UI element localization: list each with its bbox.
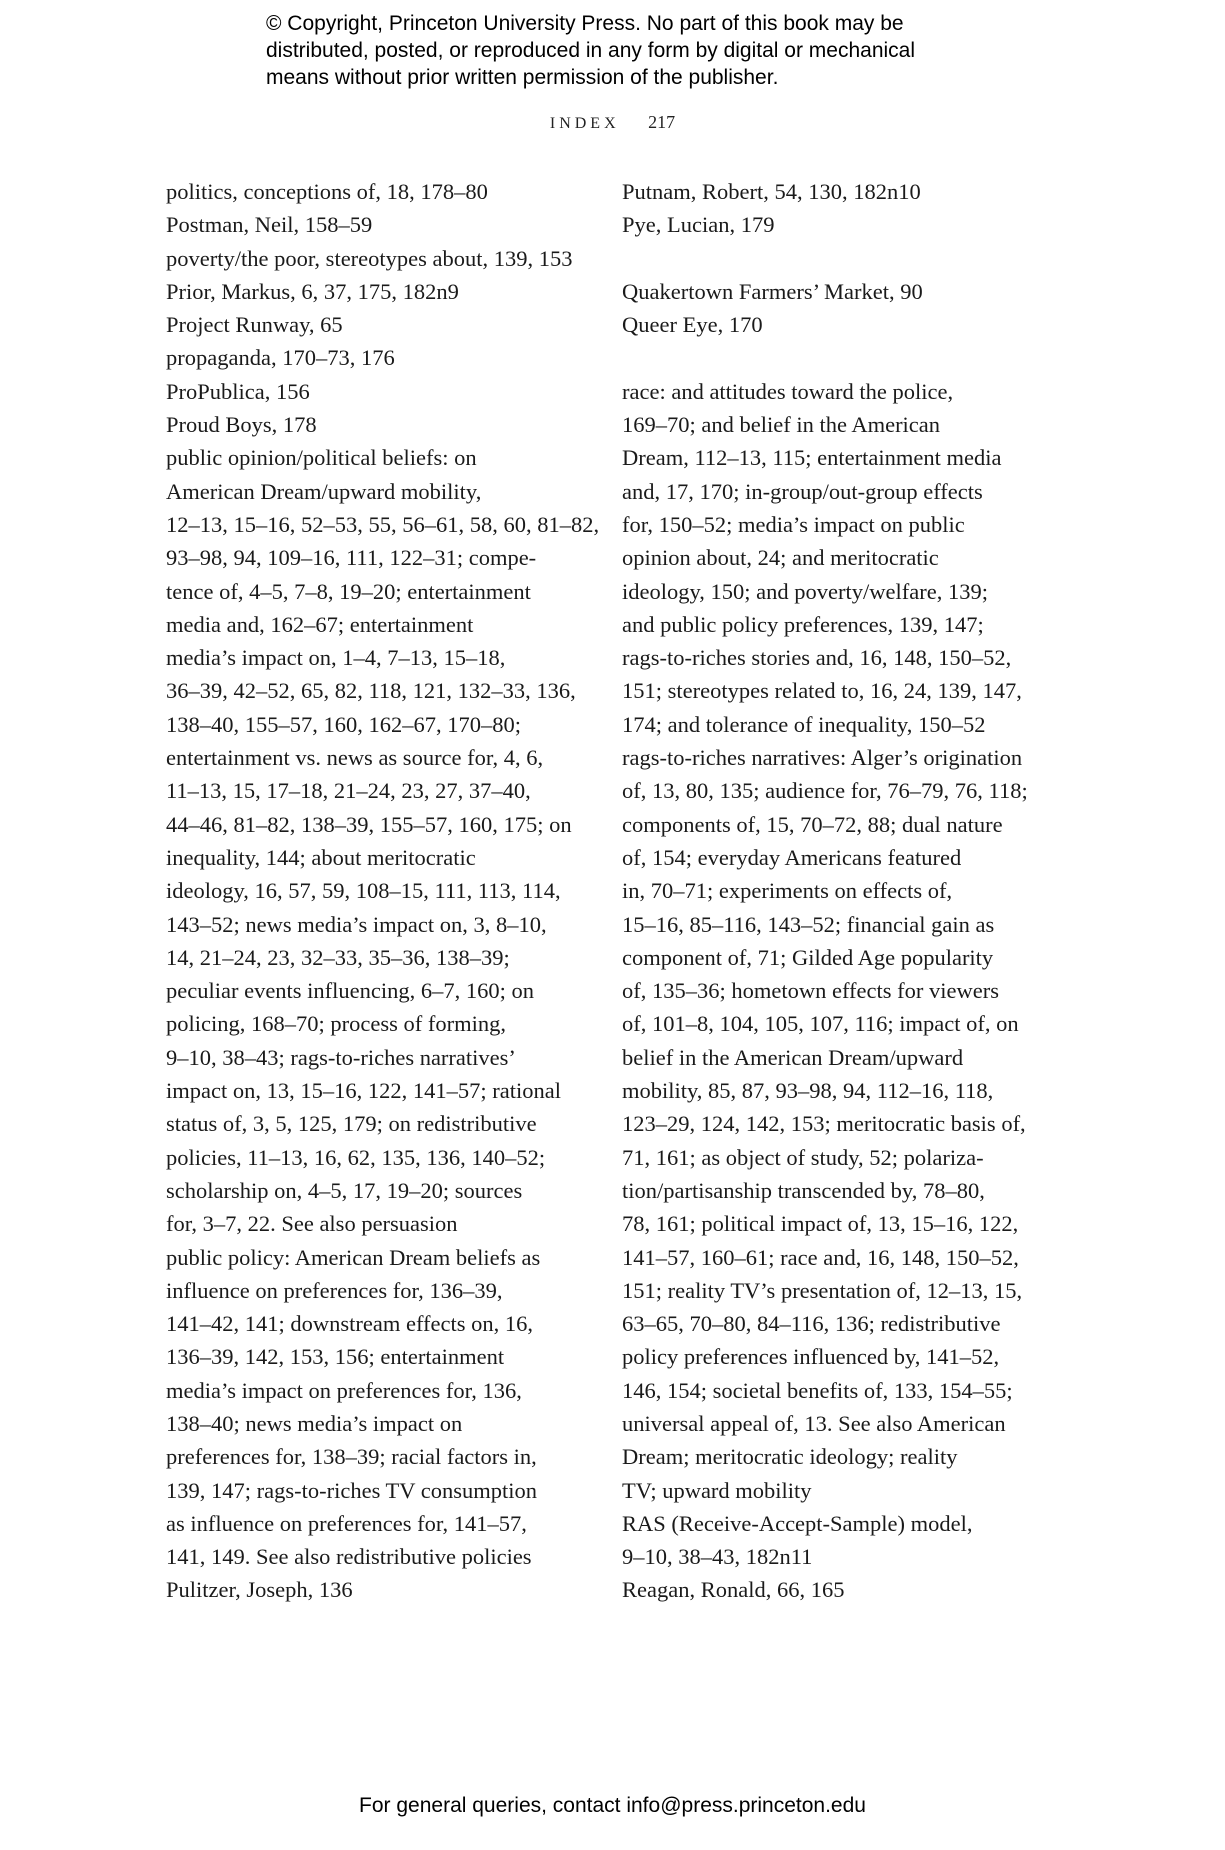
section-label: INDEX (549, 115, 620, 132)
index-line: Postman, Neil, 158–59 (166, 212, 373, 238)
index-column-right (622, 175, 1052, 1607)
index-line: 36–39, 42–52, 65, 82, 118, 121, 132–33, 136, (166, 678, 576, 704)
index-line: Proud Boys, 178 (166, 412, 317, 438)
index-entry (622, 208, 1052, 241)
index-line: 174; and tolerance of inequality, 150–52 (622, 711, 986, 737)
index-line: media’s impact on preferences for, 136, (166, 1377, 522, 1403)
index-line: public policy: American Dream beliefs as (166, 1244, 541, 1270)
index-column-left (166, 175, 600, 1607)
index-line: universal appeal of, 13. See also American (622, 1410, 1006, 1436)
index-entry (166, 308, 596, 341)
index-entry (622, 1573, 1052, 1606)
index-line: of, 13, 80, 135; audience for, 76–79, 76, 118; (622, 778, 1028, 804)
index-entry (166, 1573, 596, 1606)
index-line: influence on preferences for, 136–39, (166, 1277, 503, 1303)
index-line: opinion about, 24; and meritocratic (622, 545, 939, 571)
index-line: media’s impact on, 1–4, 7–13, 15–18, (166, 645, 506, 671)
index-line: Project Runway, 65 (166, 312, 343, 338)
index-line: 138–40, 155–57, 160, 162–67, 170–80; (166, 711, 522, 737)
index-line: policing, 168–70; process of forming, (166, 1011, 506, 1037)
index-line: 151; stereotypes related to, 16, 24, 139, 147, (622, 678, 1022, 704)
index-line: 141–57, 160–61; race and, 16, 148, 150–52, (622, 1244, 1019, 1270)
index-line: 44–46, 81–82, 138–39, 155–57, 160, 175; on (166, 811, 572, 837)
index-line: for, 150–52; media’s impact on public (622, 511, 965, 537)
index-entry (166, 242, 596, 275)
index-line: race: and attitudes toward the police, (622, 378, 954, 404)
index-line: Pulitzer, Joseph, 136 (166, 1577, 353, 1603)
index-line: of, 101–8, 104, 105, 107, 116; impact of, on (622, 1011, 1019, 1037)
index-line: components of, 15, 70–72, 88; dual nature (622, 811, 1003, 837)
index-entry (622, 741, 1052, 1507)
copyright-line: © Copyright, Princeton University Press. No part of this book may be (266, 12, 904, 35)
index-line: preferences for, 138–39; racial factors in, (166, 1444, 537, 1470)
index-line: 139, 147; rags-to-riches TV consumption (166, 1477, 537, 1503)
index-line: ideology, 16, 57, 59, 108–15, 111, 113, 114, (166, 878, 561, 904)
index-line: politics, conceptions of, 18, 178–80 (166, 179, 488, 204)
index-line: 143–52; news media’s impact on, 3, 8–10, (166, 911, 547, 937)
index-line: Prior, Markus, 6, 37, 175, 182n9 (166, 278, 459, 304)
index-line: 9–10, 38–43, 182n11 (622, 1544, 813, 1570)
page-number: 217 (648, 112, 676, 132)
index-entry (622, 175, 1052, 208)
index-line: Reagan, Ronald, 66, 165 (622, 1577, 845, 1603)
index-line: belief in the American Dream/upward (622, 1044, 964, 1070)
index-line: for, 3–7, 22. See also persuasion (166, 1211, 458, 1237)
index-line: policies, 11–13, 16, 62, 135, 136, 140–52; (166, 1144, 546, 1170)
index-entry (166, 375, 596, 408)
index-line: 11–13, 15, 17–18, 21–24, 23, 27, 37–40, (166, 778, 531, 804)
index-line: impact on, 13, 15–16, 122, 141–57; rational (166, 1078, 561, 1104)
index-line: 12–13, 15–16, 52–53, 55, 56–61, 58, 60, 81–82, (166, 511, 600, 537)
index-line: media and, 162–67; entertainment (166, 611, 474, 637)
index-line: and, 17, 170; in-group/out-group effects (622, 478, 983, 504)
index-line: 93–98, 94, 109–16, 111, 122–31; compe- (166, 545, 537, 571)
index-line: TV; upward mobility (622, 1477, 812, 1503)
index-line: rags-to-riches narratives: Alger’s origination (622, 745, 1023, 771)
index-line: 123–29, 124, 142, 153; meritocratic basis of, (622, 1111, 1026, 1137)
index-line: 71, 161; as object of study, 52; polariza- (622, 1144, 984, 1170)
index-entry (166, 275, 596, 308)
index-entry (166, 441, 600, 1240)
copyright-line: means without prior written permission of the publisher. (266, 66, 779, 89)
index-line: of, 135–36; hometown effects for viewers (622, 978, 999, 1004)
index-line: 141, 149. See also redistributive policies (166, 1544, 532, 1570)
index-line: Queer Eye, 170 (622, 312, 763, 338)
index-line: Pye, Lucian, 179 (622, 212, 775, 238)
index-line: tion/partisanship transcended by, 78–80, (622, 1177, 985, 1203)
index-line: public opinion/political beliefs: on (166, 445, 477, 471)
running-head (0, 112, 1225, 133)
index-entry (622, 308, 1052, 341)
index-line: mobility, 85, 87, 93–98, 94, 112–16, 118, (622, 1078, 994, 1104)
index-line: entertainment vs. news as source for, 4, 6, (166, 745, 544, 771)
footer-contact: For general queries, contact info@press.princeton.edu (359, 1794, 866, 1817)
index-line: 136–39, 142, 153, 156; entertainment (166, 1344, 505, 1370)
index-entry (166, 341, 596, 374)
index-line: 63–65, 70–80, 84–116, 136; redistributive (622, 1311, 1001, 1337)
index-line: ideology, 150; and poverty/welfare, 139; (622, 578, 988, 604)
index-line: Putnam, Robert, 54, 130, 182n10 (622, 179, 921, 204)
letter-group-gap (622, 341, 1052, 374)
index-line: rags-to-riches stories and, 16, 148, 150–52, (622, 645, 1012, 671)
index-line: 14, 21–24, 23, 32–33, 35–36, 138–39; (166, 944, 510, 970)
index-line: American Dream/upward mobility, (166, 478, 482, 504)
index-line: 141–42, 141; downstream effects on, 16, (166, 1311, 534, 1337)
index-entry (166, 1241, 596, 1574)
index-entry (622, 275, 1052, 308)
index-line: RAS (Receive-Accept-Sample) model, (622, 1510, 973, 1536)
index-line: 146, 154; societal benefits of, 133, 154–55; (622, 1377, 1013, 1403)
index-line: peculiar events influencing, 6–7, 160; on (166, 978, 535, 1004)
index-entry (166, 208, 596, 241)
index-line: and public policy preferences, 139, 147; (622, 611, 984, 637)
index-line: poverty/the poor, stereotypes about, 139, 153 (166, 245, 573, 271)
index-line: ProPublica, 156 (166, 378, 310, 404)
index-line: tence of, 4–5, 7–8, 19–20; entertainment (166, 578, 531, 604)
index-entry (622, 375, 1052, 741)
index-line: of, 154; everyday Americans featured (622, 844, 962, 870)
index-line: as influence on preferences for, 141–57, (166, 1510, 527, 1536)
copyright-notice (266, 10, 1026, 91)
letter-group-gap (622, 242, 1052, 275)
index-entry (166, 175, 596, 208)
index-line: Quakertown Farmers’ Market, 90 (622, 278, 923, 304)
index-line: Dream; meritocratic ideology; reality (622, 1444, 958, 1470)
index-line: policy preferences influenced by, 141–52, (622, 1344, 1000, 1370)
index-line: in, 70–71; experiments on effects of, (622, 878, 953, 904)
index-line: inequality, 144; about meritocratic (166, 844, 476, 870)
index-line: 78, 161; political impact of, 13, 15–16, 122, (622, 1211, 1019, 1237)
index-line: 138–40; news media’s impact on (166, 1410, 463, 1436)
index-line: propaganda, 170–73, 176 (166, 345, 395, 371)
index-entry (622, 1507, 1052, 1574)
index-line: Dream, 112–13, 115; entertainment media (622, 445, 1002, 471)
index-line: scholarship on, 4–5, 17, 19–20; sources (166, 1177, 523, 1203)
index-entry (166, 408, 596, 441)
index-line: 9–10, 38–43; rags-to-riches narratives’ (166, 1044, 516, 1070)
index-line: 169–70; and belief in the American (622, 412, 941, 438)
index-line: 15–16, 85–116, 143–52; financial gain as (622, 911, 995, 937)
index-line: status of, 3, 5, 125, 179; on redistributive (166, 1111, 537, 1137)
index-line: 151; reality TV’s presentation of, 12–13, 15, (622, 1277, 1023, 1303)
index-line: component of, 71; Gilded Age popularity (622, 944, 994, 970)
copyright-line: distributed, posted, or reproduced in any form by digital or mechanical (266, 39, 916, 62)
